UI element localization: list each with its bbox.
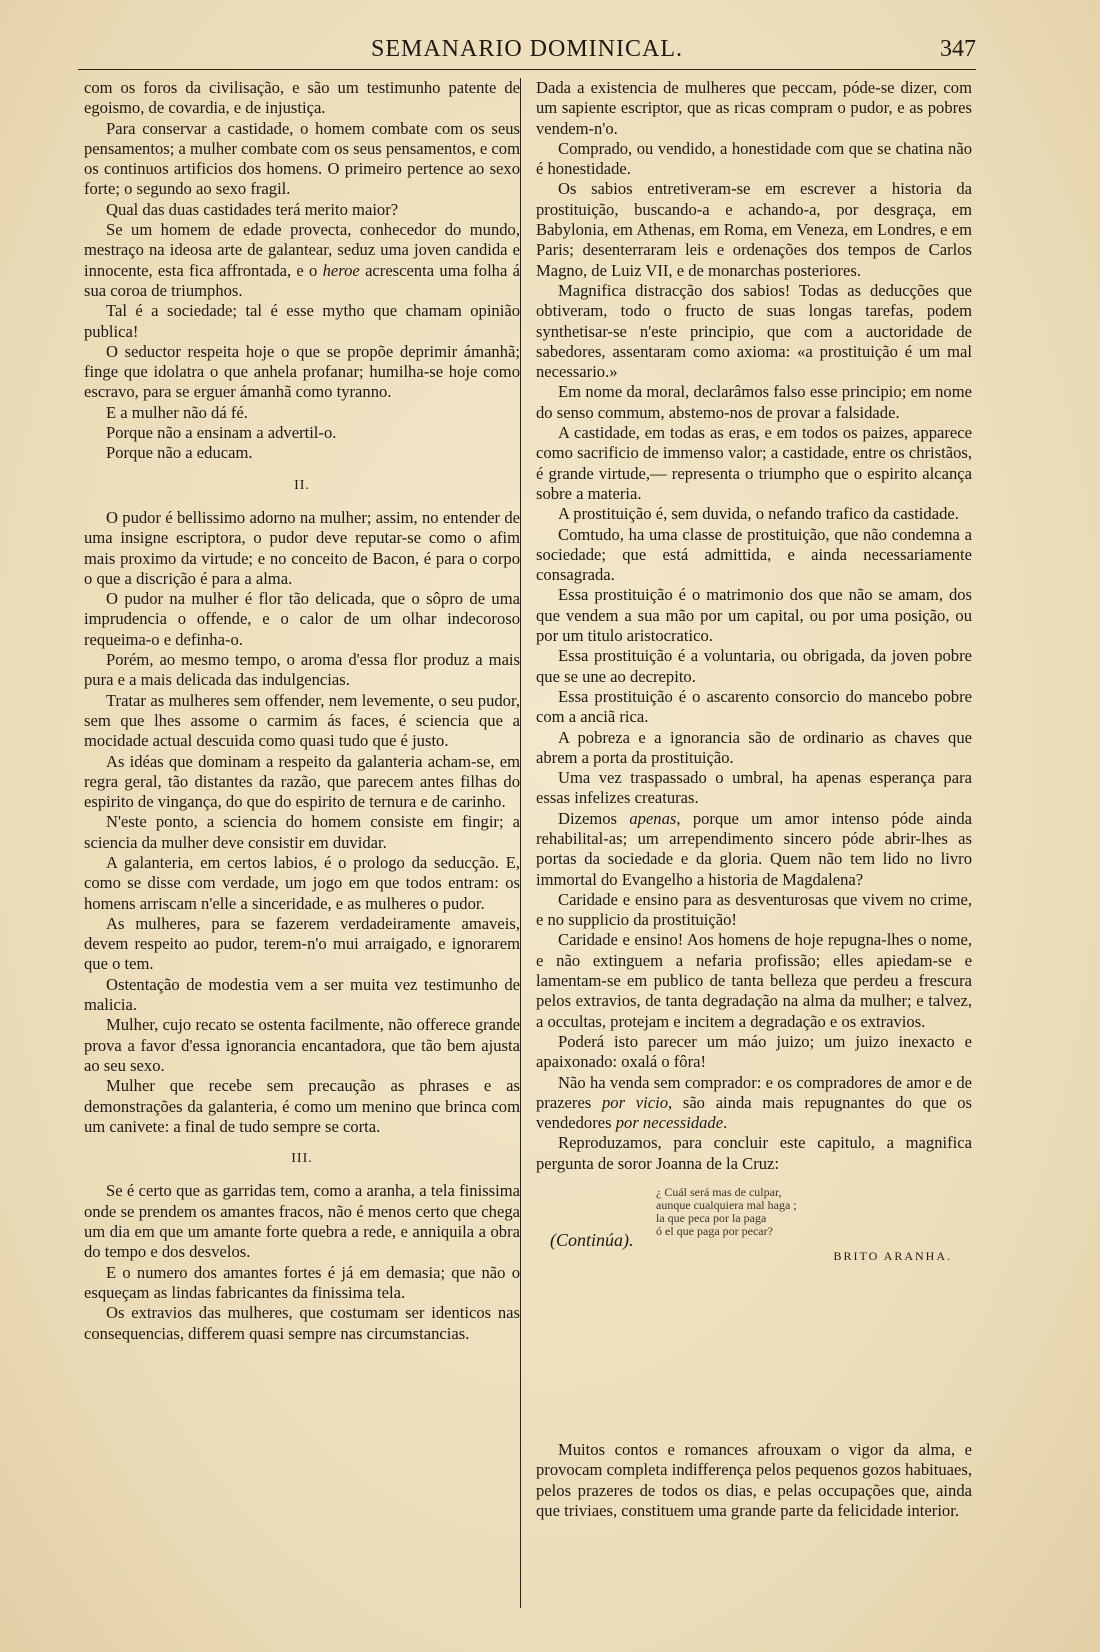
paragraph: O pudor na mulher é flor tão delicada, que o sôpro de uma imprudencia o offende, e o calor de um olhar indecoroso requeima-o e definha-o. — [84, 589, 520, 649]
paragraph: Os sabios entretiveram-se em escrever a historia da prostituição, buscando-a e achando-a, por desgraça, em Babylonia, em Athenas, em Roma, em Veneza, em Londres, e em Paris; desenterraram leis e ordenações dos tempos de Carlos Magno, de Luiz VII, e de monarchas posteriores. — [536, 179, 972, 280]
second-article — [536, 1440, 972, 1521]
column-divider — [520, 78, 521, 1608]
paragraph: Poderá isto parecer um máo juizo; um juizo inexacto e apaixonado: oxalá o fôra! — [536, 1031, 972, 1072]
running-title: SEMANARIO DOMINICAL. — [371, 36, 683, 62]
paragraph — [536, 809, 972, 890]
paragraph: E o numero dos amantes fortes é já em demasia; que não o esqueçam as lindas fabricantes da finissima tela. — [84, 1262, 520, 1302]
poem-line: aunque cualquiera mal haga ; — [656, 1198, 797, 1213]
paragraph: A pobreza e a ignorancia são de ordinario as chaves que abrem a porta da prostituição. — [536, 727, 972, 767]
paragraph: Porque não a ensinam a advertil-o. — [106, 423, 337, 443]
paragraph: Tal é a sociedade; tal é esse mytho que chamam opinião publica! — [84, 301, 520, 341]
paragraph: com os foros da civilisação, e são um testimunho patente de egoismo, de covardia, e de injustiça. — [84, 78, 520, 118]
paragraph: Caridade e ensino! Aos homens de hoje repugna-lhes o nome, e não extinguem a nefaria profissão; elles apiedam-se e lamentam-se em publico de tanta belleza que perdeu a frescura pelos extravios, de tanta degradação na alma da mulher; e talvez, a occultas, protejam e incitem a degradação e os extravios. — [536, 930, 972, 1031]
italic-word: heroe — [322, 260, 360, 280]
paragraph: Caridade e ensino para as desventurosas que vivem no crime, e no supplicio da prostituição! — [536, 889, 972, 930]
paragraph: A prostituição é, sem duvida, o nefando trafico da castidade. — [558, 504, 959, 524]
continued-note: (Continúa). — [550, 1230, 634, 1251]
text-run: , porque um amor intenso póde ainda rehabilital-as; um arrependimento sincero póde abrir-lhes as portas da sociedade e da gloria. Quem não tem lido no livro immortal do Evangelho a historia de Magdalena? — [536, 808, 972, 889]
paragraph: Tratar as mulheres sem offender, nem levemente, o seu pudor, sem que lhes assome o carmim ás faces, é sciencia que a mocidade actual descuida como quasi tudo que é justo. — [84, 690, 520, 751]
page-header — [78, 36, 976, 70]
text-run: acrescenta uma folha á sua coroa de triumphos. — [84, 260, 520, 300]
paragraph: Os extravios das mulheres, que costumam ser identicos nas consequencias, differem quasi sempre nas circumstancias. — [84, 1303, 520, 1343]
poem-line: la que peca por la paga — [656, 1211, 767, 1226]
paragraph: Se é certo que as garridas tem, como a aranha, a tela finissima onde se prendem os amantes fracos, não é menos certo que chega um dia em que um amante forte quebra a rede, e anniquila a obra do tempo e dos desvelos. — [84, 1181, 520, 1262]
paragraph: A galanteria, em certos labios, é o prologo da seducção. E, como se disse com verdade, um jogo em que todos entram: os homens arriscam n'elle a sinceridade, e as mulheres o pudor. — [84, 852, 520, 913]
italic-word: apenas — [629, 808, 677, 828]
paragraph: Para conservar a castidade, o homem combate com os seus pensamentos; a mulher combate com os seus pensamentos, e com os continuos artificios dos homens. O primeiro pertence ao sexo forte; o segundo ao sexo fragil. — [84, 118, 520, 199]
text-run: . — [723, 1113, 728, 1133]
paragraph: O pudor é bellissimo adorno na mulher; assim, no entender de uma insigne escriptora, o pudor deve reputar-se como o afim mais proximo da virtude; e no conceito de Bacon, é para o corpo o que a discrição é para a alma. — [84, 507, 520, 588]
paragraph: Comprado, ou vendido, a honestidade com que se chatina não é honestidade. — [536, 138, 972, 179]
author-signature: BRITO ARANHA. — [833, 1249, 952, 1264]
text-run: Não ha venda sem comprador: e os compradores de amor e de prazeres — [536, 1072, 972, 1112]
poem-line: ó el que paga por pecar? — [656, 1224, 773, 1239]
paragraph: Porque não a educam. — [106, 443, 253, 463]
text-run: Se um homem de edade provecta, conhecedor do mundo, mestraço na ideosa arte de galantear, seduz uma joven candida e innocente, esta fica affrontada, e o — [84, 220, 520, 280]
page-number: 347 — [940, 36, 976, 62]
right-column — [536, 78, 972, 1278]
paragraph: Essa prostituição é o matrimonio dos que não se amam, dos que vendem a sua mão por um capital, ou por uma posição, ou por um titulo aristocratico. — [536, 585, 972, 646]
section-heading: II. — [294, 477, 310, 493]
paragraph: Ostentação de modestia vem a ser muita vez testimunho de malicia. — [84, 974, 520, 1015]
paragraph: A castidade, em todas as eras, e em todos os paizes, apparece como sacrificio de immenso valor; a castidade, entre os christãos, é grande virtude,— representa o triumpho que o espirito alcança sobre a materia. — [536, 423, 972, 503]
paragraph: Essa prostituição é a voluntaria, ou obrigada, da joven pobre que se une ao decrepito. — [536, 646, 972, 686]
paragraph: Qual das duas castidades terá merito maior? — [106, 199, 399, 219]
paragraph: Uma vez traspassado o umbral, ha apenas esperança para essas infelizes creaturas. — [536, 768, 972, 808]
paragraph: Porém, ao mesmo tempo, o aroma d'essa flor produz a mais pura e a mais delicada das indulgencias. — [84, 650, 520, 690]
left-column — [84, 78, 520, 1344]
paragraph: Mulher que recebe sem precaução as phrases e as demonstrações da galanteria, é como um menino que brinca com um canivete: a final de tudo sempre se corta. — [84, 1076, 520, 1136]
paragraph: Magnifica distracção dos sabios! Todas as deducções que obtiveram, todo o fructo de suas longas tarefas, podem synthetisar-se n'este principio, que com a auctoridade de sabedores, assentaram como axioma: «a prostituição é um mal necessario.» — [536, 280, 972, 382]
section-heading: III. — [291, 1151, 313, 1167]
paragraph: N'este ponto, a sciencia do homem consiste em fingir; a sciencia da mulher deve consistir em duvidar. — [84, 812, 520, 852]
paragraph: O seductor respeita hoje o que se propõe deprimir ámanhã; finge que idolatra o que anhela profanar; humilha-se hoje como escravo, para se erguer ámanhã como tyranno. — [84, 341, 520, 402]
paragraph: E a mulher não dá fé. — [106, 402, 248, 422]
italic-phrase: por vicio — [601, 1092, 668, 1112]
paragraph: As idéas que dominam a respeito da galanteria acham-se, em regra geral, tão distantes da razão, que parecem antes filhas do espirito de vingança, do que do espirito de ternura e de carinho. — [84, 751, 520, 812]
text-run: , são ainda mais repugnantes do que os vendedores — [536, 1092, 972, 1133]
paragraph — [536, 1073, 972, 1134]
paragraph: Dada a existencia de mulheres que peccam, póde-se dizer, com um sapiente escriptor, que as ricas compram o pudor, e as pobres vendem-n'o. — [536, 78, 972, 138]
paragraph: Muitos contos e romances afrouxam o vigor da alma, e provocam completa indifferença pelos pequenos gozos habituaes, pelos prazeres de todos os dias, e pelas occupações que, ainda que triviaes, constituem uma grande parte da felicidade interior. — [536, 1440, 972, 1520]
paragraph: Comtudo, ha uma classe de prostituição, que não condemna a sociedade; que está admittida, e ainda necessariamente consagrada. — [536, 524, 972, 585]
paragraph: Essa prostituição é o ascarento consorcio do mancebo pobre com a anciã rica. — [536, 686, 972, 727]
paragraph — [84, 220, 520, 301]
paragraph: Reproduzamos, para concluir este capitulo, a magnifica pergunta de soror Joanna de la Cruz: — [536, 1133, 972, 1173]
header-rule — [78, 69, 976, 70]
paragraph: As mulheres, para se fazerem verdadeiramente amaveis, devem respeito ao pudor, terem-n'o mui arraigado, e ignorarem que o tem. — [84, 913, 520, 974]
text-run: Dizemos — [558, 808, 630, 828]
italic-phrase: por necessidade — [615, 1113, 724, 1133]
poem-line: ¿ Cuál será mas de culpar, — [656, 1185, 782, 1200]
poem-quote — [656, 1186, 972, 1238]
paragraph: Em nome da moral, declarâmos falso esse principio; em nome do senso commum, abstemo-nos de provar a falsidade. — [536, 382, 972, 422]
paragraph: Mulher, cujo recato se ostenta facilmente, não offerece grande prova a favor d'essa ignorancia encantadora, que tão bem ajusta ao seu sexo. — [84, 1015, 520, 1075]
